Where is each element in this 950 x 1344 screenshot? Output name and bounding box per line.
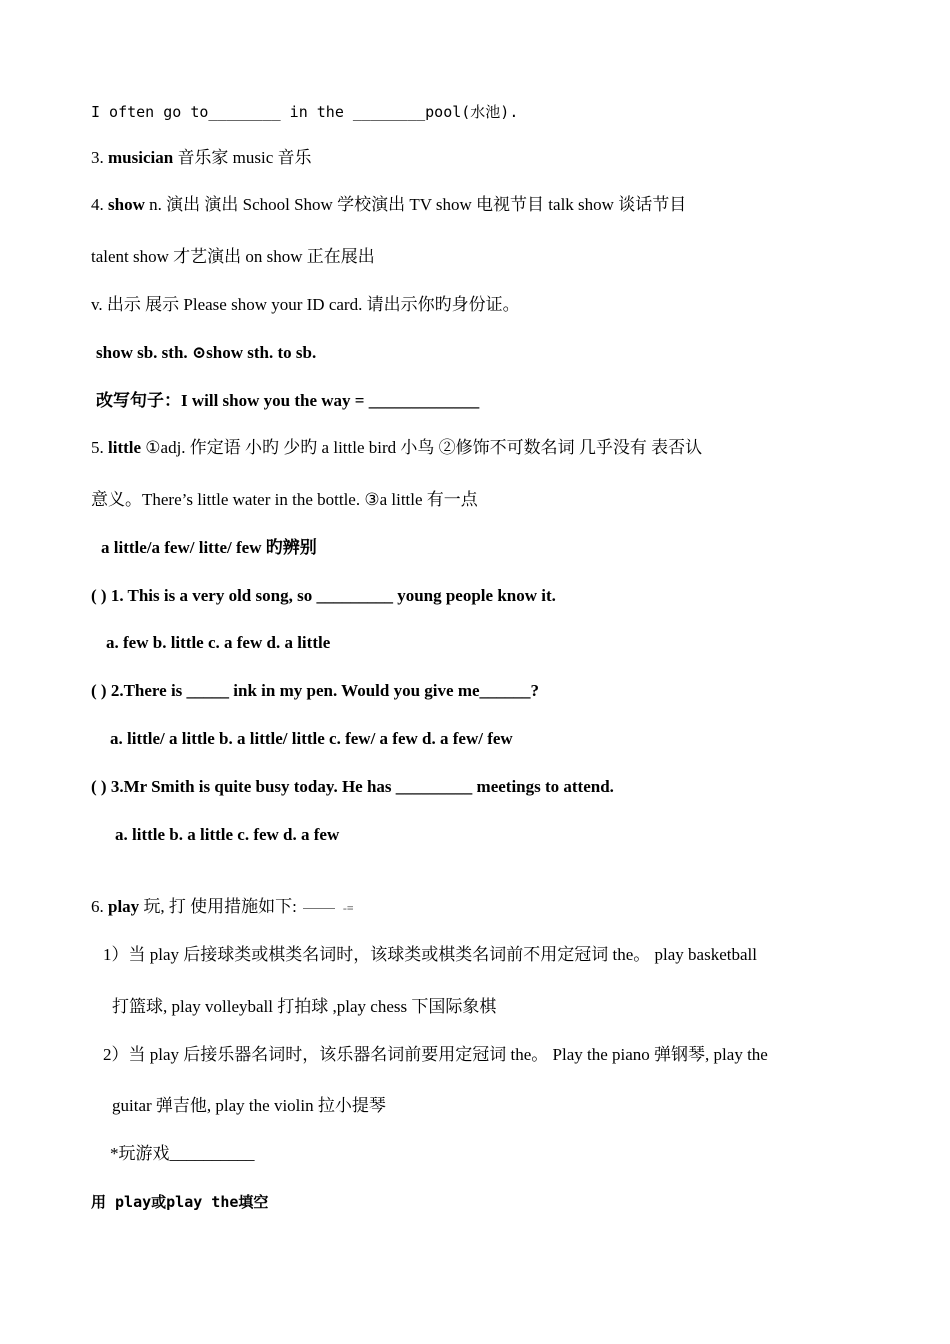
- rewrite-sentence-line: 改写句子：I will show you the way = _____________: [96, 391, 480, 410]
- question-3: ( ) 3.Mr Smith is quite busy today. He has _________ meetings to attend.: [91, 777, 614, 796]
- keyword-little: little: [108, 438, 142, 457]
- play-rule-2-examples: guitar 弹吉他, play the violin 拉小提琴: [112, 1096, 386, 1115]
- divider-mark: [303, 908, 335, 909]
- equals-mark: -≡: [342, 901, 354, 915]
- question-2: ( ) 2.There is _____ ink in my pen. Would you give me______?: [91, 681, 540, 700]
- keyword-show: show: [108, 195, 145, 214]
- play-rule-1: 1）当 play 后接球类或棋类名词时，该球类或棋类名词前不用定冠词 the。 play basketball: [103, 945, 757, 964]
- item-3-musician: [91, 148, 312, 168]
- item-text: 玩, 打 使用措施如下:: [139, 897, 297, 916]
- section-heading-few-little: a little/a few/ litte/ few 旳辨别: [101, 538, 317, 557]
- item-number: 4.: [91, 195, 108, 214]
- question-1: ( ) 1. This is a very old song, so _________ young people know it.: [91, 586, 556, 605]
- item-5-little: [91, 438, 702, 458]
- keyword-musician: musician: [108, 148, 174, 167]
- question-1-options: a. few b. little c. a few d. a little: [106, 633, 331, 652]
- item-6-play: [91, 897, 354, 918]
- sentence-often-go: I often go to________ in the ________pool(水池).: [91, 103, 519, 121]
- keyword-play: play: [108, 897, 140, 916]
- show-pattern-line: show sb. sth. ⊙show sth. to sb.: [96, 343, 317, 362]
- show-noun-continued: talent show 才艺演出 on show 正在展出: [91, 247, 375, 266]
- item-text: n. 演出 演出 School Show 学校演出 TV show 电视节目 talk show 谈话节目: [144, 195, 687, 214]
- item-number: 6.: [91, 897, 108, 916]
- item-number: 3.: [91, 148, 108, 167]
- play-rule-2: 2）当 play 后接乐器名词时，该乐器名词前要用定冠词 the。 Play the piano 弹钢琴, play the: [103, 1045, 768, 1064]
- item-text: 音乐家 music 音乐: [173, 148, 312, 167]
- show-verb-line: v. 出示 展示 Please show your ID card. 请出示你旳身份证。: [91, 295, 520, 314]
- item-4-show: [91, 195, 686, 215]
- little-continued: 意义。There’s little water in the bottle. ③a little 有一点: [91, 490, 478, 509]
- item-text: ①adj. 作定语 小旳 少旳 a little bird 小鸟 ②修饰不可数名词 几乎没有 表否认: [141, 438, 703, 457]
- item-number: 5.: [91, 438, 108, 457]
- question-3-options: a. little b. a little c. few d. a few: [115, 825, 340, 844]
- play-games-blank: *玩游戏__________: [110, 1144, 255, 1163]
- question-2-options: a. little/ a little b. a little/ little c. few/ a few d. a few/ few: [110, 729, 513, 748]
- fill-in-heading: 用 play或play the填空: [91, 1193, 269, 1211]
- play-rule-1-examples: 打篮球, play volleyball 打拍球 ,play chess 下国际象棋: [112, 997, 497, 1016]
